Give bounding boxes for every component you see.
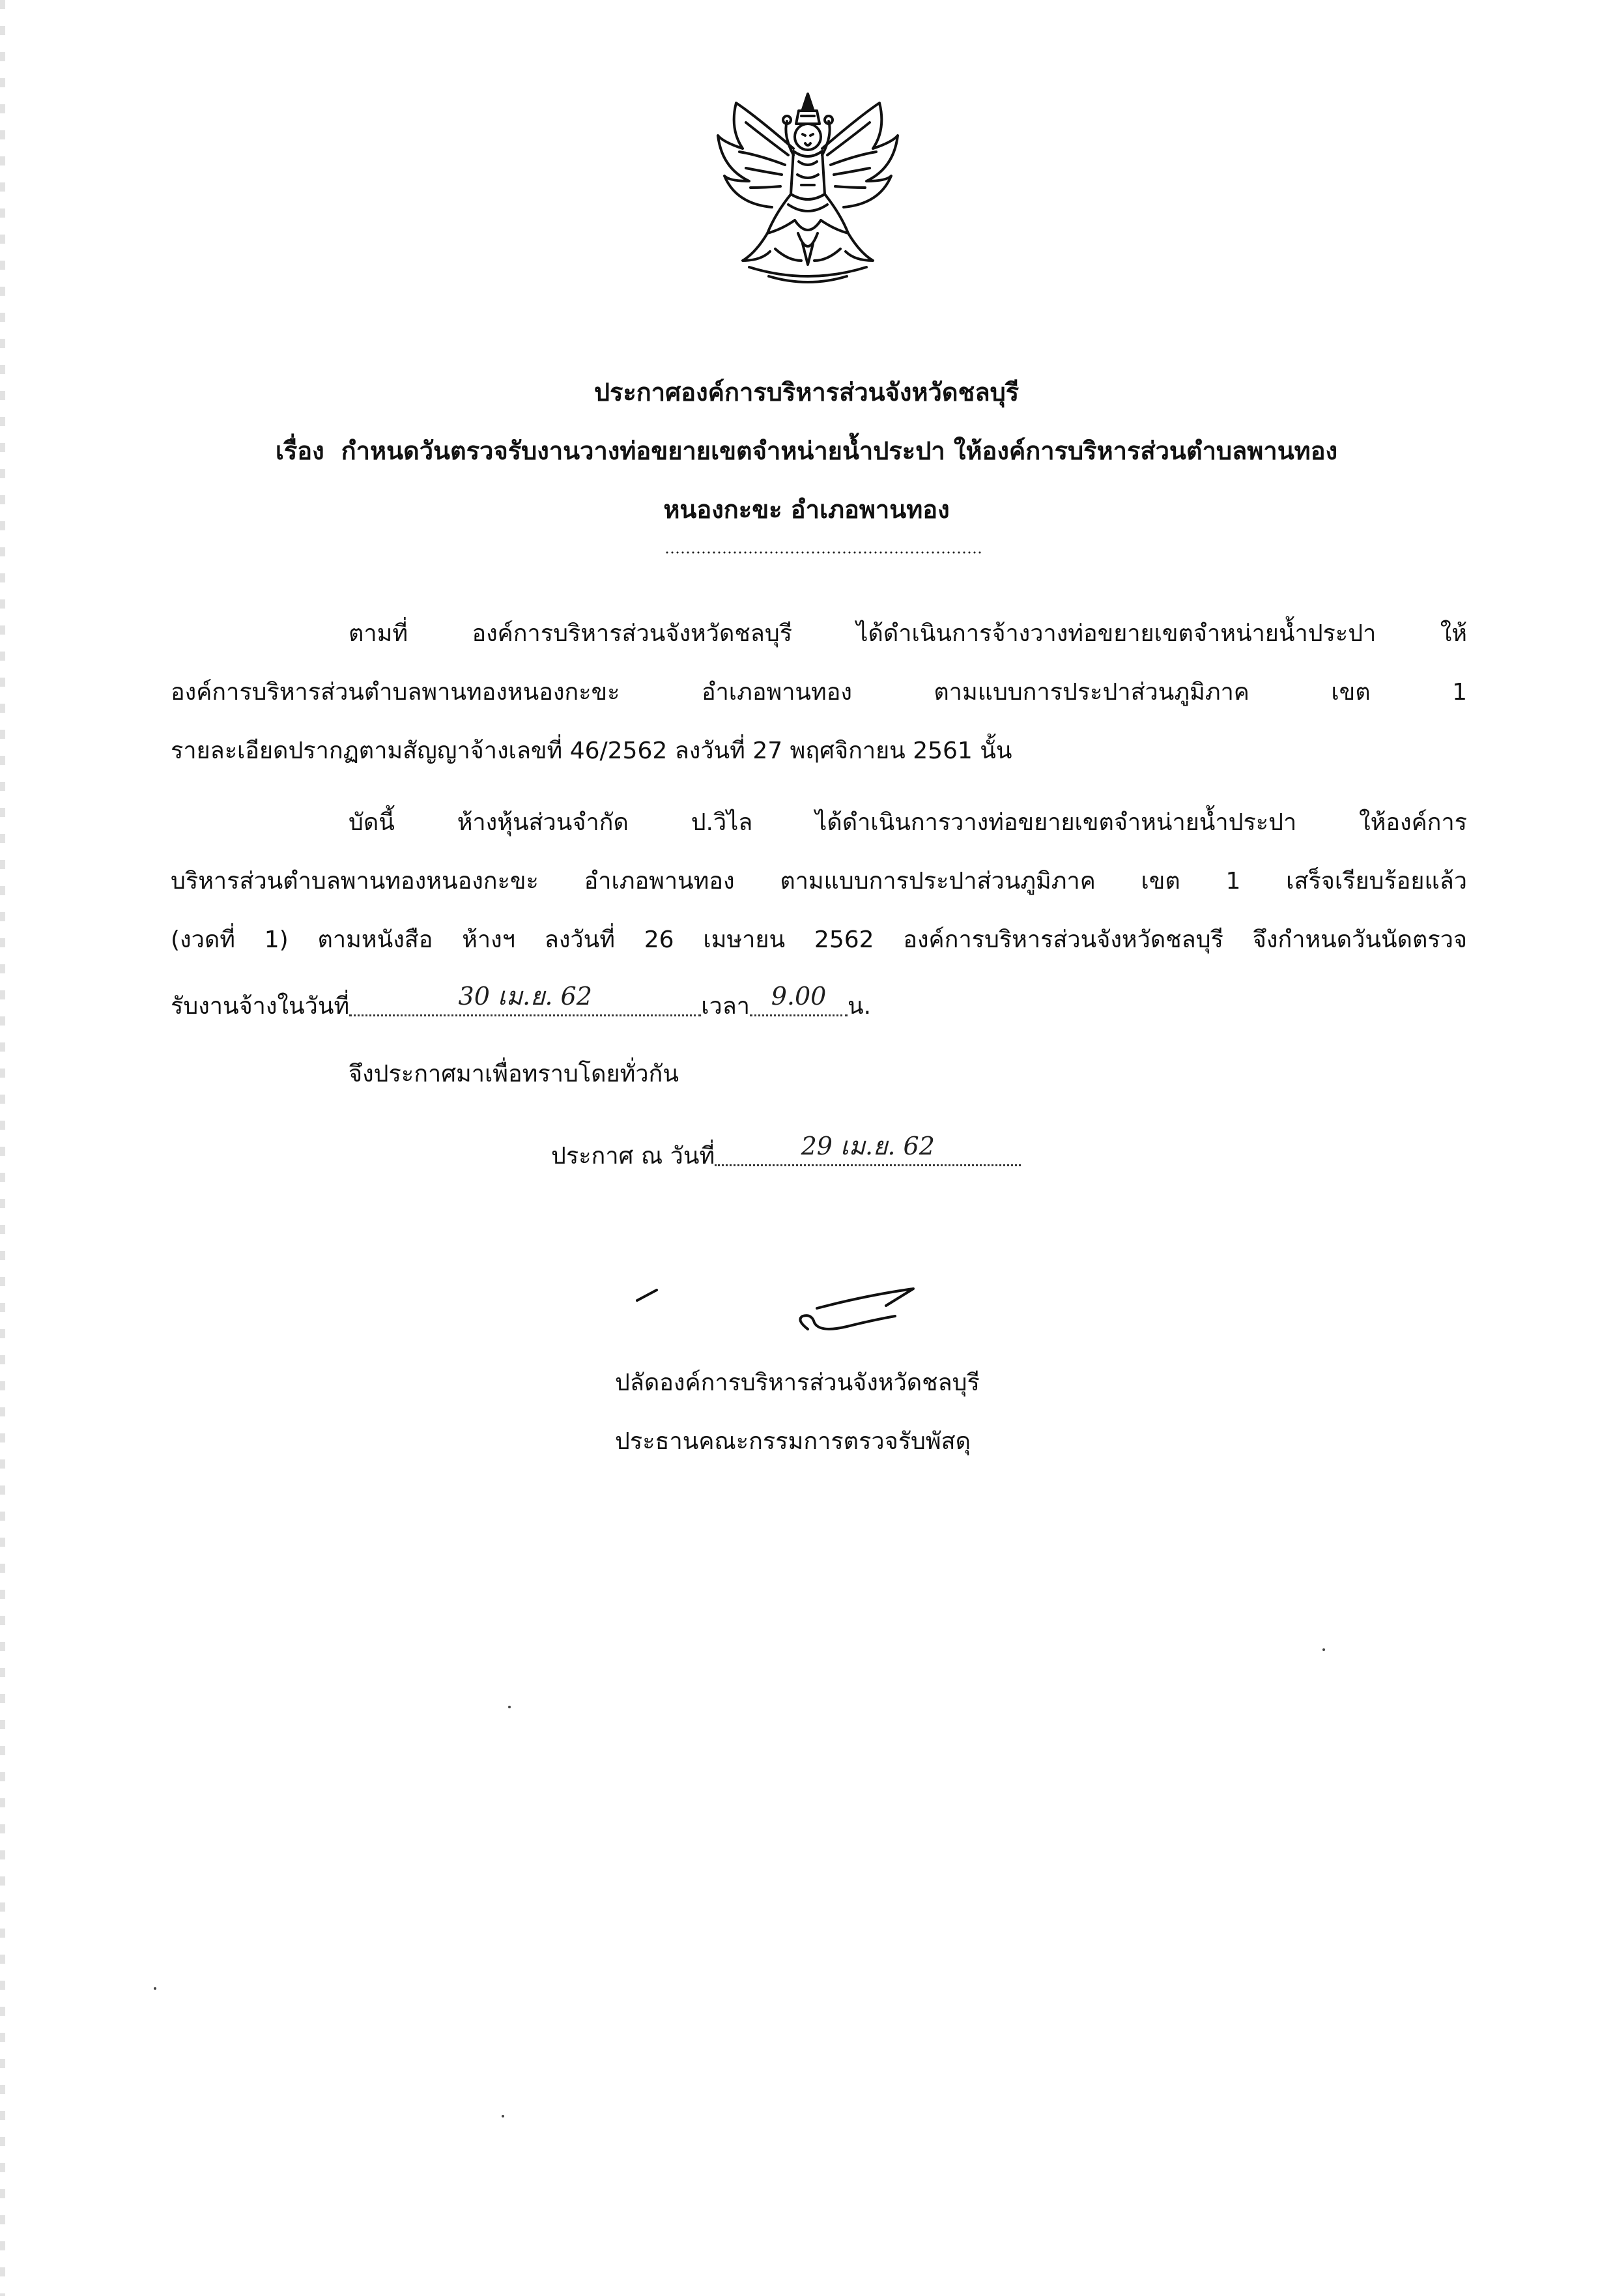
scan-speck bbox=[508, 1706, 511, 1708]
scan-speck bbox=[154, 1987, 156, 1990]
announcement-title: ประกาศองค์การบริหารส่วนจังหวัดชลบุรี bbox=[593, 378, 1020, 407]
inspection-date-label: รับงานจ้างในวันที่ bbox=[171, 993, 350, 1020]
scan-speck bbox=[502, 2115, 504, 2117]
inspection-time-value: 9.00 bbox=[771, 982, 827, 1011]
subject-line bbox=[0, 433, 1613, 469]
announce-date-value: 29 เม.ย. 62 bbox=[801, 1132, 935, 1160]
paragraph-2-line-2: บริหารส่วนตำบลพานทองหนองกะขะ อำเภอพานทอง ตามแบบการประปาส่วนภูมิภาค เขต 1 เสร็จเรียบร้อยแล้ว bbox=[171, 868, 1467, 895]
scan-edge-artifact bbox=[0, 0, 5, 2296]
closing-line: จึงประกาศมาเพื่อทราบโดยทั่วกัน bbox=[349, 1061, 679, 1087]
inspection-time-field bbox=[750, 981, 848, 1016]
handwritten-signature bbox=[625, 1277, 977, 1355]
inspection-date-value: 30 เม.ย. 62 bbox=[458, 982, 592, 1011]
garuda-emblem-icon bbox=[710, 90, 906, 292]
paragraph-2-line-4 bbox=[171, 981, 871, 1024]
scan-speck bbox=[1322, 1648, 1325, 1651]
subject-text: กำหนดวันตรวจรับงานวางท่อขยายเขตจำหน่ายน้ำประปา ให้องค์การบริหารส่วนตำบลพานทอง bbox=[341, 437, 1338, 465]
announce-date-field bbox=[715, 1131, 1021, 1166]
time-suffix: น. bbox=[848, 993, 872, 1020]
announce-date-label: ประกาศ ณ วันที่ bbox=[551, 1143, 715, 1170]
time-label: เวลา bbox=[701, 993, 750, 1020]
dotted-divider bbox=[664, 551, 982, 554]
announce-date-line bbox=[551, 1131, 1021, 1174]
paragraph-1-line-2: องค์การบริหารส่วนตำบลพานทองหนองกะขะ อำเภอพานทอง ตามแบบการประปาส่วนภูมิภาค เขต 1 bbox=[171, 679, 1467, 706]
paragraph-1-line-3: รายละเอียดปรากฏตามสัญญาจ้างเลขที่ 46/2562 ลงวันที่ 27 พฤศจิกายน 2561 นั้น bbox=[171, 738, 1012, 764]
inspection-date-field bbox=[349, 981, 701, 1016]
signer-position-2: ประธานคณะกรรมการตรวจรับพัสดุ bbox=[615, 1428, 971, 1455]
subject-continuation: หนองกะขะ อำเภอพานทอง bbox=[663, 495, 950, 524]
paragraph-1-line-1: ตามที่ องค์การบริหารส่วนจังหวัดชลบุรี ได้ดำเนินการจ้างวางท่อขยายเขตจำหน่ายน้ำประปา ให้ bbox=[349, 620, 1467, 647]
signer-position-1: ปลัดองค์การบริหารส่วนจังหวัดชลบุรี bbox=[615, 1370, 980, 1396]
paragraph-2-line-3: (งวดที่ 1) ตามหนังสือ ห้างฯ ลงวันที่ 26 เมษายน 2562 องค์การบริหารส่วนจังหวัดชลบุรี จึงกำหนดวันนัดตรวจ bbox=[171, 926, 1467, 953]
subject-label: เรื่อง bbox=[275, 437, 324, 465]
paragraph-2-line-1: บัดนี้ ห้างหุ้นส่วนจำกัด ป.วิไล ได้ดำเนินการวางท่อขยายเขตจำหน่ายน้ำประปา ให้องค์การ bbox=[349, 809, 1467, 836]
